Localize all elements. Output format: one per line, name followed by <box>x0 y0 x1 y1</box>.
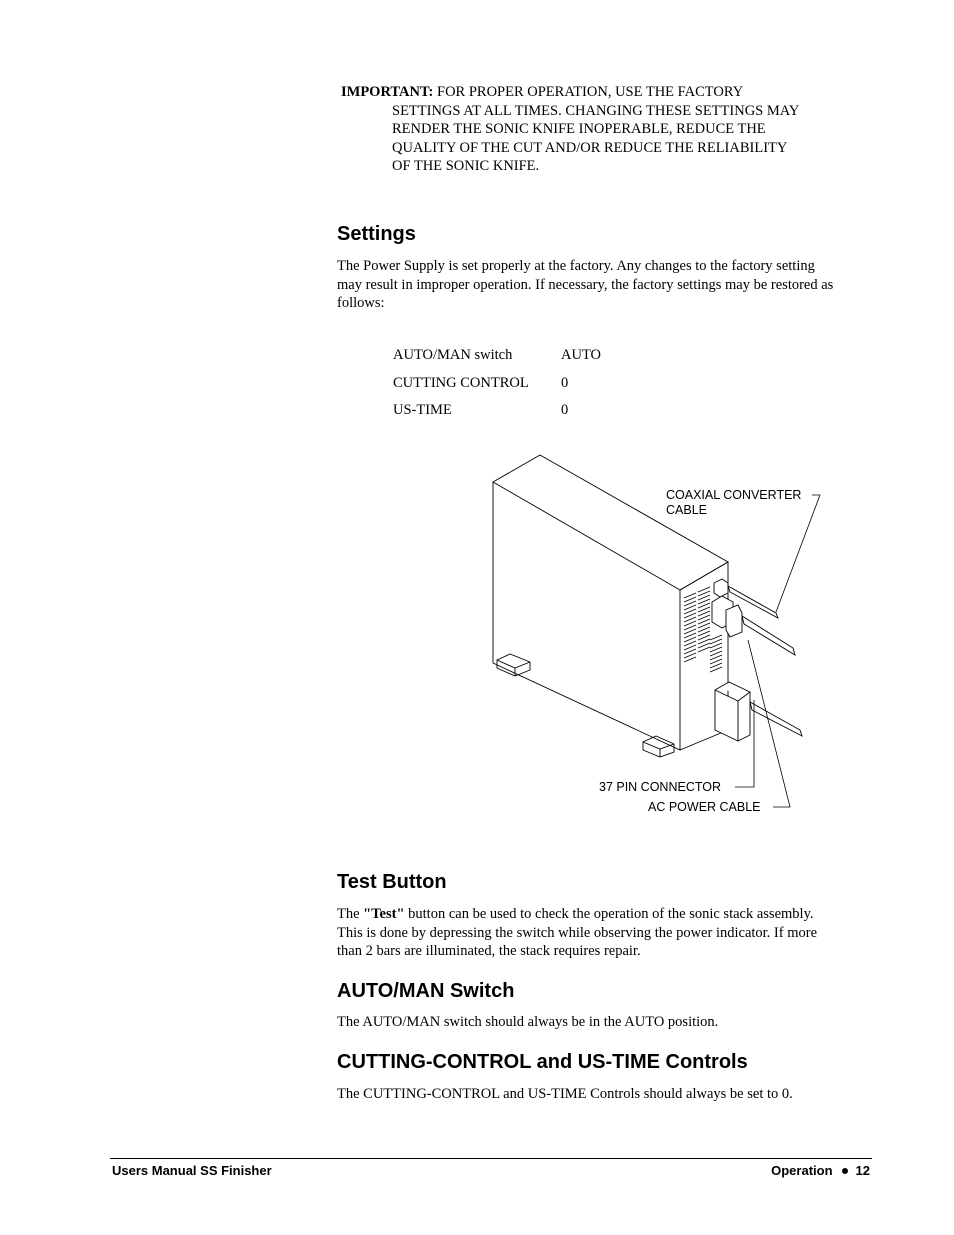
important-notice <box>341 83 861 176</box>
footer-section: Operation <box>771 1163 833 1178</box>
coaxial-label-line-1: COAXIAL CONVERTER <box>666 488 802 502</box>
settings-row <box>393 375 601 403</box>
important-line-2: SETTINGS AT ALL TIMES. CHANGING THESE SETTINGS MAY <box>392 102 800 119</box>
test-button-heading: Test Button <box>337 871 447 893</box>
setting-name: US-TIME <box>393 402 452 418</box>
controls-text: The CUTTING-CONTROL and US-TIME Controls should always be set to 0. <box>337 1086 793 1102</box>
settings-row <box>393 402 601 430</box>
cabinet-foot-right <box>643 736 674 757</box>
test-button-text-post: button can be used to check the operation of the sonic stack assembly. This is done by depressing the switch while observing the power indicator. If more than 2 bars are illuminated, the stack requires repair. <box>337 906 818 959</box>
cabinet-side <box>493 482 680 750</box>
setting-value: 0 <box>561 374 569 391</box>
important-label: IMPORTANT: <box>341 84 434 100</box>
setting-name: CUTTING CONTROL <box>393 374 529 391</box>
coaxial-callout <box>666 488 801 518</box>
important-line-5: OF THE SONIC KNIFE. <box>392 158 540 174</box>
controls-heading: CUTTING-CONTROL and US-TIME Controls <box>337 1051 748 1073</box>
footer-title: Users Manual SS Finisher <box>112 1163 272 1178</box>
ac-power-plug <box>726 605 742 637</box>
test-button-text <box>337 905 817 961</box>
auto-man-heading: AUTO/MAN Switch <box>337 980 515 1002</box>
ac-power-label: AC POWER CABLE <box>648 800 761 814</box>
coaxial-connector <box>714 579 728 597</box>
footer-page-number: 12 <box>855 1163 870 1178</box>
settings-heading: Settings <box>337 223 416 245</box>
settings-row <box>393 347 601 375</box>
important-line-1: FOR PROPER OPERATION, USE THE FACTORY <box>437 84 744 100</box>
test-button-text-pre: The <box>337 906 364 922</box>
pin-connector <box>715 682 750 741</box>
coaxial-label-line-2: CABLE <box>666 503 707 517</box>
bullet-icon <box>842 1168 848 1174</box>
test-button-text-bold: "Test" <box>363 906 405 922</box>
settings-text: The Power Supply is set properly at the factory. Any changes to the factory setting may result in improper operation. If necessary, the factory settings may be restored as follows: <box>337 258 834 311</box>
footer-page-info <box>771 1163 870 1178</box>
setting-value: AUTO <box>561 347 602 363</box>
setting-value: 0 <box>561 402 569 418</box>
important-line-4: QUALITY OF THE CUT AND/OR REDUCE THE RELIABILITY <box>392 139 788 156</box>
footer-rule <box>110 1158 872 1159</box>
cabinet-top <box>493 455 728 590</box>
settings-table <box>393 347 601 430</box>
pin-connector-cable <box>750 702 802 736</box>
pin-connector-label: 37 PIN CONNECTOR <box>599 780 722 794</box>
important-line-3: RENDER THE SONIC KNIFE INOPERABLE, REDUCE THE <box>392 121 766 137</box>
setting-name: AUTO/MAN switch <box>393 347 513 363</box>
auto-man-text: The AUTO/MAN switch should always be in the AUTO position. <box>337 1014 719 1030</box>
